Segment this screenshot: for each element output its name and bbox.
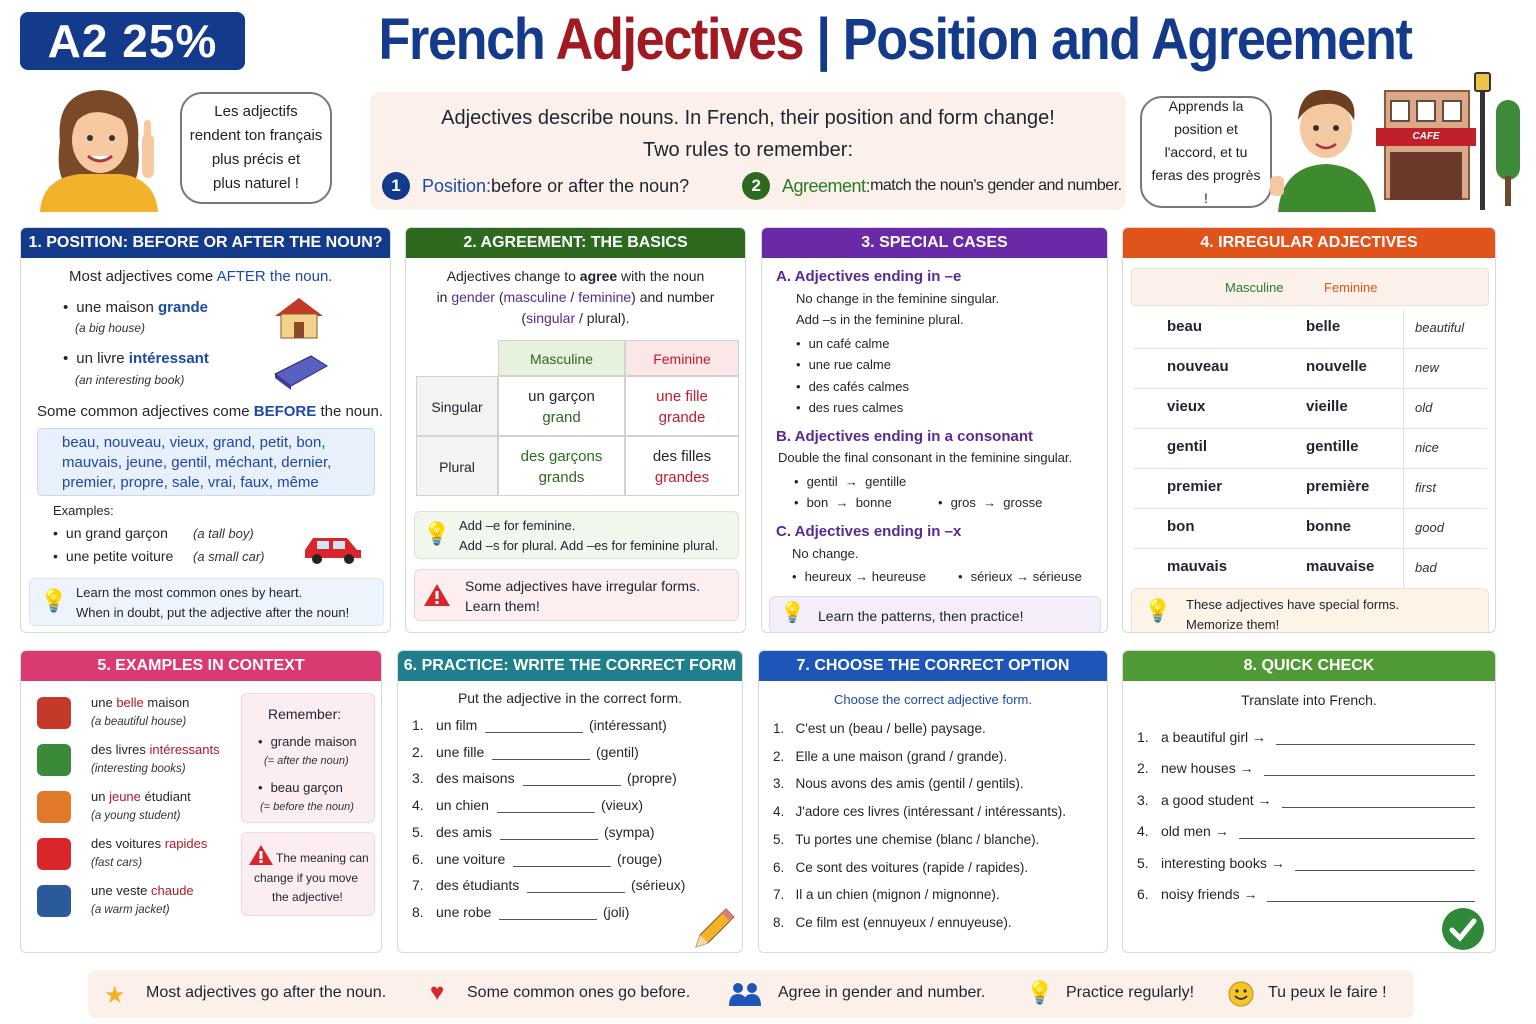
bubble-left-line: plus naturel ! <box>213 175 299 192</box>
irregular-translation: new <box>1415 360 1439 375</box>
tip-line: These adjectives have special forms. <box>1186 597 1400 612</box>
house-icon <box>37 697 71 729</box>
case-a-line: No change in the feminine singular. <box>796 291 1000 306</box>
remember-label: Remember: <box>268 706 342 722</box>
quick-number: 4. <box>1137 823 1149 840</box>
rule-position <box>382 172 689 200</box>
bubble-right-line: position et <box>1174 120 1238 137</box>
case-a-item: • des cafés calmes <box>796 379 909 394</box>
rule-agreement <box>742 172 1122 200</box>
rule2-text: match the noun's gender and number. <box>870 177 1122 194</box>
before-intro: Some common adjectives come BEFORE the noun. <box>37 403 384 420</box>
example-phrase-part: un <box>91 789 110 804</box>
lightbulb-icon: 💡 <box>1144 598 1172 623</box>
cafe-door <box>1390 152 1462 200</box>
speech-bubble-left <box>180 92 332 204</box>
practice-number: 3. <box>412 770 424 787</box>
student-man-illustration <box>1268 80 1380 212</box>
quick-number: 5. <box>1137 854 1149 871</box>
tip-line: Add –s for plural. Add –es for feminine plural. <box>459 538 719 553</box>
panel-quick-check <box>1122 650 1496 953</box>
irregular-tip <box>1131 588 1489 633</box>
choose-item: 2. Elle a une maison (grand / grande). <box>773 748 1008 764</box>
practice-hint: (rouge) <box>617 850 663 867</box>
quick-number: 3. <box>1137 791 1149 808</box>
row-divider <box>1133 468 1487 469</box>
meaning-warning <box>241 832 375 916</box>
case-b-item: • gentil → gentille <box>794 474 906 489</box>
case-b-item: • gros → grosse <box>938 495 1042 510</box>
irregular-translation: beautiful <box>1415 320 1465 335</box>
cell-singular-feminine: une fille grande <box>625 376 739 436</box>
lamp-post-icon <box>1480 82 1485 210</box>
row-divider <box>1133 548 1487 549</box>
panel-irregular-title: 4. IRREGULAR ADJECTIVES <box>1123 228 1495 258</box>
book-icon <box>37 744 71 776</box>
example-translation: (interesting books) <box>91 763 186 775</box>
row-divider <box>1133 388 1487 389</box>
intro-box <box>370 92 1126 210</box>
example-phrase-part: des livres <box>91 742 150 757</box>
quick-number: 1. <box>1137 729 1149 745</box>
practice-hint: (sympa) <box>604 823 655 840</box>
title-part1: French <box>378 7 556 72</box>
answer-blank[interactable] <box>485 732 583 733</box>
case-b-item: • bon → bonne <box>794 495 892 510</box>
example-big-house: • une maison grande <box>63 299 208 316</box>
col-masculine: Masculine <box>498 340 625 376</box>
irregular-feminine: nouvelle <box>1306 358 1367 375</box>
footer-item: Tu peux le faire ! <box>1268 984 1387 1001</box>
quick-prompt: old men → <box>1161 823 1229 840</box>
example-phrase-part: des voitures <box>91 836 165 851</box>
choose-intro: Choose the correct adjective form. <box>834 692 1032 707</box>
agreement-line3: (singular / plural). <box>521 310 630 326</box>
irregular-translation: old <box>1415 400 1433 415</box>
quick-prompt: interesting books → <box>1161 854 1285 871</box>
footer-item: Practice regularly! <box>1066 984 1195 1001</box>
title-part2: Adjectives <box>555 7 804 72</box>
practice-hint: (vieux) <box>601 797 644 814</box>
practice-noun: un film <box>436 717 478 733</box>
practice-noun: une voiture <box>436 850 506 867</box>
practice-number: 4. <box>412 797 424 814</box>
irregular-masculine: premier <box>1167 478 1223 495</box>
panel-practice <box>397 650 743 953</box>
quick-number: 6. <box>1137 886 1149 902</box>
speech-bubble-right <box>1140 96 1272 208</box>
practice-noun: un chien <box>436 797 489 814</box>
student-icon <box>37 791 71 823</box>
panel-position <box>20 227 391 633</box>
example-phrase <box>91 789 191 804</box>
irregular-feminine: gentille <box>1306 438 1359 455</box>
page-title <box>324 6 1467 78</box>
panel-examples-title: 5. EXAMPLES IN CONTEXT <box>21 651 381 681</box>
example-phrase <box>91 836 207 851</box>
practice-noun: des maisons <box>436 770 515 787</box>
case-b-title: B. Adjectives ending in a consonant <box>776 428 1033 445</box>
practice-number: 2. <box>412 743 424 760</box>
warning-line: Learn them! <box>465 598 540 614</box>
case-b-line: Double the final consonant in the feminine singular. <box>778 450 1073 465</box>
panel-choose-title: 7. CHOOSE THE CORRECT OPTION <box>759 651 1107 681</box>
irregular-header <box>1131 268 1489 306</box>
irregular-translation: bad <box>1415 560 1437 575</box>
irregular-masculine: gentil <box>1167 438 1207 455</box>
position-tip <box>29 578 384 626</box>
tip-line: Learn the most common ones by heart. <box>76 585 303 600</box>
tree-icon <box>1496 100 1520 180</box>
bubble-right-line: Apprends la <box>1168 97 1244 114</box>
irregular-col-feminine: Feminine <box>1324 280 1378 295</box>
case-c-item: • heureux → heureuse <box>792 569 926 584</box>
example-tall-boy-translation: (a tall boy) <box>193 526 254 541</box>
answer-blank[interactable] <box>500 839 598 840</box>
choose-item: 1. C'est un (beau / belle) paysage. <box>773 721 986 736</box>
lightbulb-icon: 💡 <box>423 521 451 546</box>
bubble-left-line: Les adjectifs <box>214 103 298 120</box>
irregular-translation: nice <box>1415 440 1439 455</box>
footer-item: Agree in gender and number. <box>778 984 986 1001</box>
practice-number: 8. <box>412 903 424 920</box>
answer-blank[interactable] <box>523 785 621 786</box>
example-phrase-part: étudiant <box>140 789 191 804</box>
window-icon <box>1390 100 1410 122</box>
practice-noun: des étudiants <box>436 877 520 894</box>
case-a-item: • un café calme <box>796 336 890 351</box>
practice-hint: (gentil) <box>596 743 639 760</box>
example-translation: (a young student) <box>91 810 181 822</box>
car-icon <box>301 528 365 564</box>
agreement-table <box>416 340 739 498</box>
irregular-feminine: bonne <box>1306 518 1351 535</box>
answer-line[interactable] <box>1295 870 1475 871</box>
practice-number: 1. <box>412 717 424 733</box>
remember-item-note: (= before the noun) <box>260 801 354 813</box>
case-a-item: • des rues calmes <box>796 400 903 415</box>
rule2-label: Agreement: <box>782 175 871 196</box>
irregular-feminine: mauvaise <box>1306 558 1375 575</box>
irregular-masculine: mauvais <box>1167 558 1228 575</box>
example-big-house-translation: (a big house) <box>75 321 146 335</box>
choose-item: 8. Ce film est (ennuyeux / ennuyeuse). <box>773 914 1012 930</box>
example-translation: (a warm jacket) <box>91 904 170 916</box>
cell-plural-masculine: des garçons grands <box>498 436 625 496</box>
panel-irregular <box>1122 227 1496 633</box>
special-tip <box>769 596 1101 633</box>
example-phrase-part: une veste <box>91 883 151 898</box>
position-intro: Most adjectives come AFTER the noun. <box>69 268 333 285</box>
row-singular: Singular <box>416 376 498 436</box>
answer-line[interactable] <box>1239 838 1475 839</box>
lamp-icon <box>1474 72 1491 92</box>
panel-choose <box>758 650 1108 953</box>
irregular-masculine: bon <box>1167 518 1195 535</box>
example-small-car-translation: (a small car) <box>193 549 265 564</box>
window-icon <box>1442 100 1462 122</box>
rule1-text: before or after the noun? <box>491 175 690 196</box>
title-part3: | Position and Agreement <box>803 7 1412 72</box>
practice-number: 7. <box>412 877 424 894</box>
answer-line[interactable] <box>1267 901 1475 902</box>
pencil-icon <box>690 905 738 953</box>
panel-examples <box>20 650 382 953</box>
house-icon <box>271 294 327 340</box>
quick-number: 2. <box>1137 760 1149 777</box>
example-phrase <box>91 883 194 898</box>
practice-noun: une fille <box>436 743 485 760</box>
bubble-left-line: rendent ton français <box>189 127 323 144</box>
warning-line: Some adjectives have irregular forms. <box>465 578 700 594</box>
quick-prompt: a good student → <box>1161 791 1272 808</box>
smiley-icon <box>1228 981 1254 1007</box>
cafe-illustration <box>1376 82 1496 210</box>
example-adjective: belle <box>116 695 144 710</box>
case-a-item: • une rue calme <box>796 357 891 372</box>
star-icon: ★ <box>104 982 126 1009</box>
example-adjective: jeune <box>109 789 141 804</box>
irregular-feminine: belle <box>1306 318 1341 335</box>
row-divider <box>1133 348 1487 349</box>
col-feminine: Feminine <box>625 340 739 376</box>
list-line: mauvais, jeune, gentil, méchant, dernier, <box>62 454 332 471</box>
answer-line[interactable] <box>1264 775 1475 776</box>
cafe-sign: CAFE <box>1376 128 1476 146</box>
warning-line: The meaning can <box>276 851 369 865</box>
people-icon <box>728 982 762 1006</box>
examples-label: Examples: <box>53 503 114 518</box>
cell-singular-masculine: un garçon grand <box>498 376 625 436</box>
example-phrase-part: une <box>91 695 117 710</box>
case-a-line: Add –s in the feminine plural. <box>796 312 964 327</box>
irregular-feminine: vieille <box>1306 398 1348 415</box>
answer-line[interactable] <box>1276 744 1475 745</box>
panel-agreement-title: 2. AGREEMENT: THE BASICS <box>406 228 745 258</box>
quick-prompt: noisy friends → <box>1161 886 1258 902</box>
panel-position-title: 1. POSITION: BEFORE OR AFTER THE NOUN? <box>21 228 390 258</box>
example-phrase <box>91 742 220 757</box>
agreement-line1: Adjectives change to agree with the noun <box>446 268 705 284</box>
remember-item-note: (= after the noun) <box>264 755 349 767</box>
practice-number: 6. <box>412 850 424 867</box>
panel-special-cases <box>761 227 1108 633</box>
practice-number: 5. <box>412 823 424 840</box>
practice-intro: Put the adjective in the correct form. <box>457 690 683 706</box>
row-plural: Plural <box>416 436 498 496</box>
car-icon <box>37 838 71 870</box>
quick-prompt: new houses → <box>1161 760 1254 777</box>
quick-check-intro: Translate into French. <box>1241 692 1377 708</box>
irregular-masculine: vieux <box>1167 398 1206 415</box>
level-badge: A2 25% <box>20 12 245 70</box>
choose-item: 5. Tu portes une chemise (blanc / blanche). <box>773 831 1040 847</box>
example-interesting-book-translation: (an interesting book) <box>75 373 185 387</box>
tree-trunk <box>1505 176 1511 206</box>
case-c-item: • sérieux → sérieuse <box>958 569 1082 584</box>
rule2-number: 2 <box>742 172 770 200</box>
practice-hint: (intéressant) <box>589 717 667 733</box>
warning-line: the adjective! <box>272 890 343 904</box>
choose-item: 4. J'adore ces livres (intéressant / intéressants). <box>773 804 1066 820</box>
tip-line: When in doubt, put the adjective after the noun! <box>76 605 350 620</box>
heart-icon: ♥ <box>430 979 445 1006</box>
answer-line[interactable] <box>1282 807 1475 808</box>
example-translation: (fast cars) <box>91 857 143 869</box>
rule1-label: Position: <box>422 175 492 196</box>
row-divider <box>1133 428 1487 429</box>
tip-line: Learn the patterns, then practice! <box>818 608 1024 624</box>
irregular-masculine: nouveau <box>1167 358 1229 375</box>
agreement-line2: in gender (masculine / feminine) and number <box>436 289 715 305</box>
list-line: premier, propre, sale, vrai, faux, même <box>62 474 319 491</box>
footer-item: Most adjectives go after the noun. <box>146 984 387 1001</box>
answer-blank[interactable] <box>497 812 595 813</box>
choose-item: 3. Nous avons des amis (gentil / gentils). <box>773 776 1024 792</box>
lightbulb-icon: 💡 <box>40 588 68 613</box>
quick-prompt: a beautiful girl → <box>1161 729 1267 745</box>
answer-blank[interactable] <box>527 892 625 893</box>
example-adjective: chaude <box>151 883 194 898</box>
warning-icon <box>248 843 274 867</box>
example-small-car: • une petite voiture <box>53 548 173 564</box>
column-divider <box>1403 310 1404 590</box>
bubble-left-line: plus précis et <box>211 151 301 168</box>
jacket-icon <box>37 885 71 917</box>
example-tall-boy: • un grand garçon <box>53 525 168 541</box>
agreement-warning <box>414 569 739 621</box>
footer-item: Some common ones go before. <box>467 984 691 1001</box>
tip-line: Add –e for feminine. <box>459 518 576 533</box>
warning-icon <box>423 582 451 608</box>
tip-line: Memorize them! <box>1186 617 1280 632</box>
footer-bar <box>88 970 1414 1018</box>
example-adjective: rapides <box>164 836 208 851</box>
irregular-translation: first <box>1415 480 1436 495</box>
irregular-masculine: beau <box>1167 318 1203 335</box>
rule1-number: 1 <box>382 172 410 200</box>
row-divider <box>1133 508 1487 509</box>
window-icon <box>1416 100 1436 122</box>
intro-line2: Two rules to remember: <box>642 139 854 161</box>
practice-noun: une robe <box>436 903 492 920</box>
answer-blank[interactable] <box>499 919 597 920</box>
practice-hint: (joli) <box>603 903 630 920</box>
book-icon <box>271 352 329 390</box>
list-line: beau, nouveau, vieux, grand, petit, bon, <box>62 434 326 451</box>
agreement-tip <box>414 511 739 559</box>
irregular-feminine: première <box>1306 478 1370 495</box>
bubble-right-line: l'accord, et tu <box>1164 143 1248 160</box>
bubble-right-line: feras des progrès ! <box>1151 166 1261 206</box>
lightbulb-icon: 💡 <box>780 602 805 624</box>
choose-item: 7. Il a un chien (mignon / mignonne). <box>773 887 1000 903</box>
warning-line: change if you move <box>254 871 359 885</box>
case-a-title: A. Adjectives ending in –e <box>776 268 962 285</box>
case-c-line: No change. <box>792 546 859 561</box>
example-interesting-book: • un livre intéressant <box>63 350 209 367</box>
cell-plural-feminine: des filles grandes <box>625 436 739 496</box>
lightbulb-icon: 💡 <box>1026 980 1054 1005</box>
remember-item: • grande maison <box>258 734 357 749</box>
panel-special-title: 3. SPECIAL CASES <box>762 228 1107 258</box>
before-adjectives-list <box>37 428 375 496</box>
practice-hint: (sérieux) <box>631 877 686 894</box>
practice-hint: (propre) <box>627 770 677 787</box>
teacher-woman-illustration <box>30 82 170 212</box>
example-phrase <box>91 695 189 710</box>
example-phrase-part: maison <box>143 695 190 710</box>
answer-blank[interactable] <box>513 866 611 867</box>
checkmark-icon <box>1441 907 1485 951</box>
irregular-translation: good <box>1415 520 1444 535</box>
irregular-col-masculine: Masculine <box>1225 280 1284 295</box>
panel-practice-title: 6. PRACTICE: WRITE THE CORRECT FORM <box>398 651 742 681</box>
choose-item: 6. Ce sont des voitures (rapide / rapides). <box>773 859 1029 875</box>
remember-box <box>241 693 375 823</box>
answer-blank[interactable] <box>492 759 590 760</box>
case-c-title: C. Adjectives ending in –x <box>776 523 962 540</box>
intro-line1: Adjectives describe nouns. In French, their position and form change! <box>441 107 1055 129</box>
practice-noun: des amis <box>436 823 493 840</box>
panel-agreement <box>405 227 746 633</box>
example-adjective: intéressants <box>149 742 220 757</box>
example-translation: (a beautiful house) <box>91 716 187 728</box>
panel-quick-check-title: 8. QUICK CHECK <box>1123 651 1495 681</box>
remember-item: • beau garçon <box>258 780 343 795</box>
